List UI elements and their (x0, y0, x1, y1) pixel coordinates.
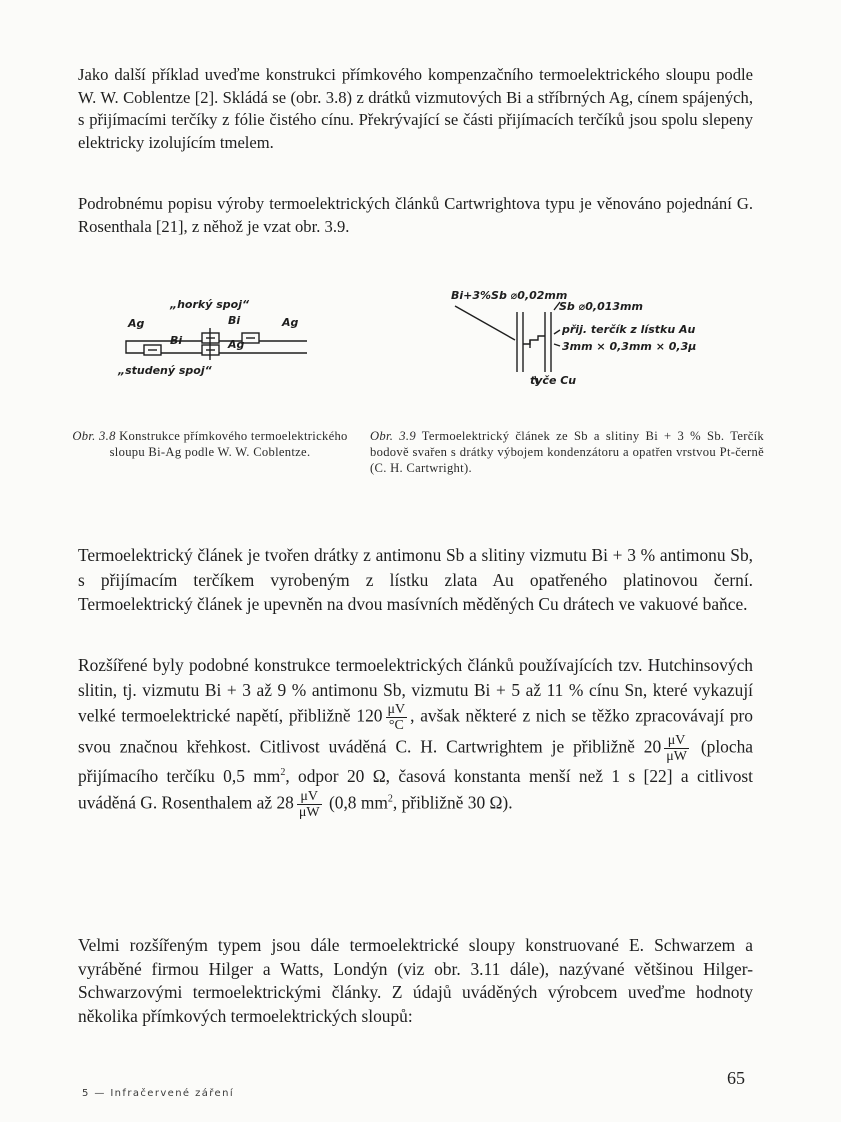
paragraph-cartwright-cell: Termoelektrický článek je tvořen drátky z antimonu Sb a slitiny vizmutu Bi + 3 % antimonu Sb, s přijímacím terčíkem vyrobeným z lístku zlata Au opatřeného platinovou černí. Termoelektrický článek je upevněn na dvou masívních měděných Cu drátech ve vakuové baňce. (78, 545, 753, 614)
fraction-uv-per-uw (664, 733, 689, 764)
text-segment: Rozšířené byly podobné konstrukce termoelektrických článků používajících tzv. Hutchinsových slitin, tj. vizmutu Bi + 3 až 9 % antimonu Sb, vizmutu Bi + 5 až 11 % cínu Sn, které vykazují velké termoelektrické napětí, přibližně 120 (78, 655, 753, 726)
caption-label: Obr. 3.8 (72, 429, 116, 443)
page-number: 65 (727, 1068, 745, 1088)
label-ag-right: Ag (282, 316, 299, 329)
figure-3-8 (112, 292, 322, 392)
text-segment: , odpor 20 Ω, časová konstanta menší než 1 s [22] a citlivost uváděná G. Rosenthalem až 28 (78, 766, 753, 812)
fraction-numerator: μV (297, 789, 322, 805)
fraction-uv-per-uw (297, 789, 322, 820)
text-segment: , přibližně 30 Ω). (392, 792, 513, 812)
text-segment: , avšak některé z nich se těžko zpracovávají pro svou značnou křehkost. Citlivost uváděná C. H. Cartwrightem je přibližně 20 (78, 705, 754, 757)
label-bi-sb-wire: Bi+3%Sb ⌀0,02mm (451, 289, 568, 302)
paragraph-rosenthal: Podrobnému popisu výroby termoelektrických článků Cartwrightova typu je věnováno pojednání G. Rosenthala [21], z něhož je vzat obr. 3.9. (78, 194, 753, 236)
label-ag-bottom: Ag (228, 338, 245, 351)
label-sb-wire: Sb ⌀0,013mm (559, 300, 643, 313)
chapter-footer: 5 — Infračervené záření (82, 1088, 235, 1099)
label-target-dimensions: 3mm × 0,3mm × 0,3μ (562, 340, 697, 353)
fraction-uv-per-c (386, 702, 408, 733)
caption-text: Konstrukce přímkového termoelektrického sloupu Bi-Ag podle W. W. Coblentze. (109, 429, 348, 459)
caption-figure-3-9 (370, 428, 764, 476)
fraction-numerator: μV (664, 733, 689, 749)
caption-figure-3-8 (62, 428, 358, 460)
superscript: 2 (280, 767, 286, 779)
paragraph-hutchins-alloys (78, 653, 753, 820)
text-segment: (plocha přijímacího terčíku 0,5 mm (78, 736, 753, 786)
label-cu-rods: tyče Cu (530, 374, 577, 387)
superscript: 2 (387, 793, 393, 805)
label-bi-top: Bi (228, 314, 241, 327)
fraction-denominator: μW (298, 804, 320, 820)
fraction-denominator: °C (388, 718, 404, 733)
label-hot-junction: „horký spoj“ (170, 298, 250, 311)
paragraph-coblentz: Jako další příklad uveďme konstrukci přímkového kompenzačního termoelektrického sloupu podle W. W. Coblentze [2]. Skládá se (obr. 3.8) z drátků vizmutových Bi a stříbrných Ag, cínem spájených, s přijímacími terčíky z fólie čistého cínu. Překrývající se části přijímacích terčíků jsou spolu slepeny elektricky izolujícím tmelem. (78, 65, 753, 152)
figure-3-9 (420, 284, 720, 394)
text-segment: (0,8 mm (324, 792, 388, 812)
label-cold-junction: „studený spoj“ (118, 364, 212, 377)
fraction-denominator: μW (666, 749, 687, 764)
fraction-numerator: μV (387, 702, 406, 717)
paragraph-hilger-schwarz: Velmi rozšířeným typem jsou dále termoelektrické sloupy konstruované E. Schwarzem a vyráběné firmou Hilger a Watts, Londýn (viz obr. 3.11 dále), nazývané většinou Hilger-Schwarzovými termoelektrickými články. Z údajů uváděných výrobcem uveďme hodnoty několika přímkových termoelektrických sloupů: (78, 935, 753, 1026)
label-bi-bottom: Bi (170, 334, 183, 347)
label-receiver-target: přij. terčík z lístku Au (562, 323, 696, 336)
caption-text: Termoelektrický článek ze Sb a slitiny Bi + 3 % Sb. Terčík bodově svařen s drátky výbojem kondenzátoru a opatřen vrstvou Pt-černě (C. H. Cartwright). (370, 429, 764, 475)
caption-label: Obr. 3.9 (370, 429, 416, 443)
label-ag-left: Ag (128, 317, 145, 330)
